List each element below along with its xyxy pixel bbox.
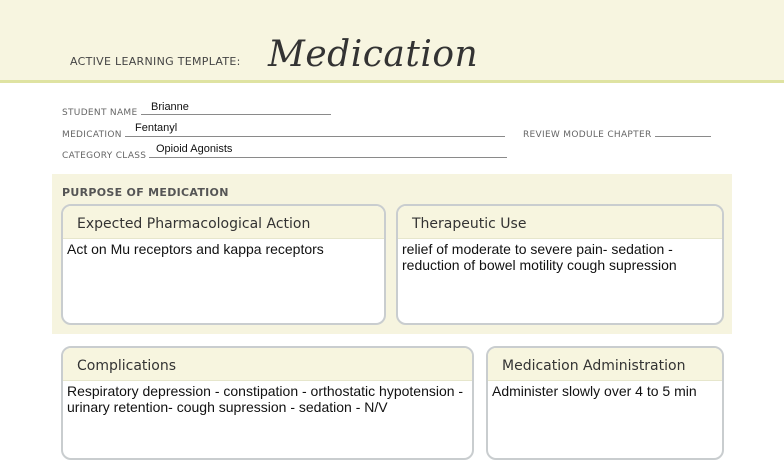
complications-title: Complications	[63, 348, 472, 381]
student-name-label: STUDENT NAME	[62, 108, 138, 118]
therapeutic-use-panel	[396, 204, 724, 325]
template-label: ACTIVE LEARNING TEMPLATE:	[70, 55, 241, 68]
administration-title: Medication Administration	[488, 348, 722, 381]
review-module-line[interactable]	[655, 129, 711, 137]
medication-row	[62, 129, 505, 140]
review-module-row	[523, 129, 711, 140]
complications-panel	[61, 346, 474, 460]
category-class-label: CATEGORY CLASS	[62, 151, 147, 161]
student-name-value[interactable]: Brianne	[151, 101, 189, 113]
medication-value[interactable]: Fentanyl	[135, 122, 178, 134]
administration-panel	[486, 346, 724, 460]
medication-label: MEDICATION	[62, 130, 122, 140]
administration-text[interactable]: Administer slowly over 4 to 5 min	[492, 383, 697, 399]
template-header	[0, 0, 784, 83]
category-class-row	[62, 150, 507, 161]
complications-text[interactable]: Respiratory depression - constipation - orthostatic hypotension - urinary retention- cough supression - sedation - N/V	[67, 383, 464, 415]
medication-line[interactable]	[125, 129, 505, 137]
expected-action-title: Expected Pharmacological Action	[63, 206, 384, 239]
therapeutic-use-text[interactable]: relief of moderate to severe pain- sedation - reduction of bowel motility cough supression	[402, 241, 677, 273]
expected-action-panel	[61, 204, 386, 325]
therapeutic-use-title: Therapeutic Use	[398, 206, 722, 239]
student-name-row	[62, 107, 331, 118]
review-module-label: REVIEW MODULE CHAPTER	[523, 130, 652, 140]
purpose-title: PURPOSE OF MEDICATION	[62, 186, 229, 199]
expected-action-text[interactable]: Act on Mu receptors and kappa receptors	[67, 241, 324, 257]
template-title: Medication	[268, 34, 479, 75]
category-class-value[interactable]: Opioid Agonists	[156, 143, 233, 155]
